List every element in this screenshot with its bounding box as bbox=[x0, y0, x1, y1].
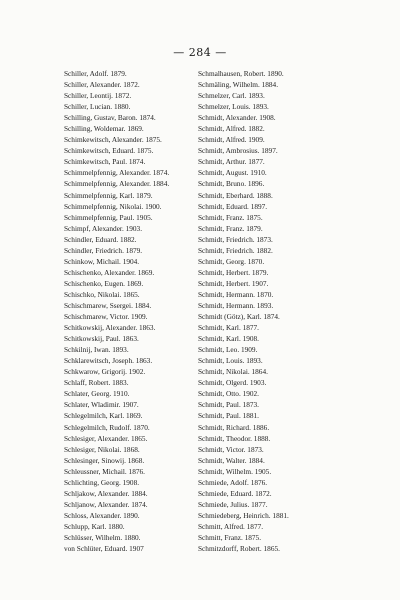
name-entry: Schlesiger, Nikolai. 1868. bbox=[64, 444, 140, 454]
name-entry: Schmidt, Hermann. 1893. bbox=[198, 300, 274, 310]
name-entry: Schmidt, Olgerd. 1903. bbox=[198, 378, 267, 388]
name-entry: Schmidt, Bruno. 1896. bbox=[198, 179, 265, 189]
name-entry: Schmidt, Richard. 1886. bbox=[198, 422, 270, 432]
name-entry: Schischenko, Alexander. 1869. bbox=[64, 267, 155, 277]
name-entry: Schmidt, Otto. 1902. bbox=[198, 389, 260, 399]
name-entry: Schimmelpfennig, Nikolai. 1900. bbox=[64, 201, 162, 211]
name-entry: Schinkow, Michail. 1904. bbox=[64, 256, 140, 266]
name-entry: Schlesinger, Sinowij. 1868. bbox=[64, 455, 145, 465]
name-entry: Schimkewitsch, Eduard. 1875. bbox=[64, 146, 154, 156]
name-entry: Schmidt, Nikolai. 1864. bbox=[198, 367, 268, 377]
name-entry: Schitkowskij, Paul. 1863. bbox=[64, 334, 139, 344]
name-entry: Schljakow, Alexander. 1884. bbox=[64, 488, 148, 498]
name-entry: Schischmarew, Victor. 1909. bbox=[64, 312, 148, 322]
name-entry: Schmelzer, Louis. 1893. bbox=[198, 102, 269, 112]
name-entry: Schmidt, Karl. 1877. bbox=[198, 323, 260, 333]
name-entry: Schmidt, Herbert. 1879. bbox=[198, 267, 269, 277]
name-entry: Schiller, Lucian. 1880. bbox=[64, 102, 131, 112]
name-entry: Schiller, Alexander. 1872. bbox=[64, 80, 140, 90]
page-number: — 284 — bbox=[173, 46, 227, 59]
left-column bbox=[64, 68, 214, 554]
name-entry: Schmidt, Eberhard. 1888. bbox=[198, 190, 273, 200]
name-entry: Schmiede, Adolf. 1876. bbox=[198, 477, 268, 487]
name-entry: Schmäling, Wilhelm. 1884. bbox=[198, 80, 279, 90]
name-entry: Schlüsser, Wilhelm. 1880. bbox=[64, 532, 141, 542]
name-entry: Schlichting, Georg. 1908. bbox=[64, 477, 140, 487]
name-entry: Schindler, Eduard. 1882. bbox=[64, 234, 137, 244]
name-entry: Schmitzdorff, Robert. 1865. bbox=[198, 544, 280, 554]
name-entry: Schimmelpfennig, Alexander. 1874. bbox=[64, 168, 170, 178]
name-entry: Schmiede, Eduard. 1872. bbox=[198, 488, 272, 498]
name-entry: Schmidt, Friedrich. 1882. bbox=[198, 245, 273, 255]
name-entry: Schmidt, Victor. 1873. bbox=[198, 444, 264, 454]
name-entry: Schkilnij, Iwan. 1893. bbox=[64, 345, 129, 355]
name-entry: Schlaff, Robert. 1883. bbox=[64, 378, 129, 388]
name-entry: Schimkewitsch, Paul. 1874. bbox=[64, 157, 146, 167]
name-entry: Schilling, Gustav, Baron. 1874. bbox=[64, 113, 156, 123]
name-entry: Schischmarew, Ssergei. 1884. bbox=[64, 300, 152, 310]
name-entry: Schmidt, Karl. 1908. bbox=[198, 334, 260, 344]
name-entry: Schmalhausen, Robert. 1890. bbox=[198, 69, 284, 78]
name-entry: Schimmelpfennig, Alexander. 1884. bbox=[64, 179, 170, 189]
name-entry: Schmidt, Paul. 1873. bbox=[198, 400, 260, 410]
name-entry: Schmidt, Louis. 1893. bbox=[198, 356, 263, 366]
name-entry: Schmidt, Alexander. 1908. bbox=[198, 113, 276, 123]
name-entry: Schmitt, Franz. 1875. bbox=[198, 532, 262, 542]
name-entry: Schischko, Nikolai. 1865. bbox=[64, 289, 140, 299]
name-entry: von Schlüter, Eduard. 1907 bbox=[64, 544, 144, 554]
name-entry: Schmiede, Julius. 1877. bbox=[198, 499, 268, 509]
name-entry: Schmidt, Franz. 1879. bbox=[198, 223, 263, 233]
name-entry: Schmidt, Georg. 1870. bbox=[198, 256, 265, 266]
name-entry: Schmidt, Eduard. 1897. bbox=[198, 201, 268, 211]
name-entry: Schilling, Woldemar. 1869. bbox=[64, 124, 144, 134]
name-entry: Schlegelmilch, Rudolf. 1870. bbox=[64, 422, 150, 432]
name-entry: Schlater, Wladimir. 1907. bbox=[64, 400, 139, 410]
right-column bbox=[198, 68, 348, 554]
name-entry: Schmidt, Hermann. 1870. bbox=[198, 289, 274, 299]
name-entry: Schmidt, Alfred. 1909. bbox=[198, 135, 265, 145]
name-entry: Schmidt (Götz), Karl. 1874. bbox=[198, 312, 280, 322]
name-entry: Schmidt, Alfred. 1882. bbox=[198, 124, 265, 134]
name-entry: Schmidt, Friedrich. 1873. bbox=[198, 234, 273, 244]
name-entry: Schmidt, Wilhelm. 1905. bbox=[198, 466, 272, 476]
name-entry: Schmidt, Theodor. 1888. bbox=[198, 433, 271, 443]
name-entry: Schischenko, Eugen. 1869. bbox=[64, 278, 144, 288]
name-entry: Schlegelmilch, Karl. 1869. bbox=[64, 411, 143, 421]
name-entry: Schmelzer, Carl. 1893. bbox=[198, 91, 265, 101]
name-entry: Schimkewitsch, Alexander. 1875. bbox=[64, 135, 162, 145]
name-entry: Schmidt, Herbert. 1907. bbox=[198, 278, 269, 288]
name-entry: Schitkowskij, Alexander. 1863. bbox=[64, 323, 156, 333]
name-entry: Schlesiger, Alexander. 1865. bbox=[64, 433, 148, 443]
name-entry: Schlater, Georg. 1910. bbox=[64, 389, 130, 399]
name-entry: Schmidt, Walter. 1884. bbox=[198, 455, 265, 465]
name-entry: Schmidt, Paul. 1881. bbox=[198, 411, 260, 421]
name-entry: Schimmelpfennig, Karl. 1879. bbox=[64, 190, 153, 200]
name-entry: Schloss, Alexander. 1890. bbox=[64, 510, 140, 520]
name-entry: Schlupp, Karl. 1880. bbox=[64, 521, 125, 531]
name-entry: Schmidt, Ambrosius. 1897. bbox=[198, 146, 278, 156]
name-entry: Schklarewitsch, Joseph. 1863. bbox=[64, 356, 153, 366]
name-entry: Schmidt, Leo. 1909. bbox=[198, 345, 258, 355]
name-entry: Schmidt, August. 1910. bbox=[198, 168, 267, 178]
name-entry: Schimpf, Alexander. 1903. bbox=[64, 223, 143, 233]
name-entry: Schiller, Adolf. 1879. bbox=[64, 69, 127, 78]
name-entry: Schmidt, Arthur. 1877. bbox=[198, 157, 265, 167]
name-entry: Schmiedeberg, Heinrich. 1881. bbox=[198, 510, 289, 520]
name-entry: Schimmelpfennig, Paul. 1905. bbox=[64, 212, 153, 222]
name-entry: Schiller, Leontij. 1872. bbox=[64, 91, 132, 101]
name-entry: Schkwarow, Grigorij. 1902. bbox=[64, 367, 146, 377]
name-entry: Schmidt, Franz. 1875. bbox=[198, 212, 263, 222]
name-entry: Schmitt, Alfred. 1877. bbox=[198, 521, 264, 531]
name-entry: Schljanow, Alexander. 1874. bbox=[64, 499, 148, 509]
name-entry: Schleussner, Michail. 1876. bbox=[64, 466, 145, 476]
name-entry: Schindler, Friedrich. 1879. bbox=[64, 245, 143, 255]
